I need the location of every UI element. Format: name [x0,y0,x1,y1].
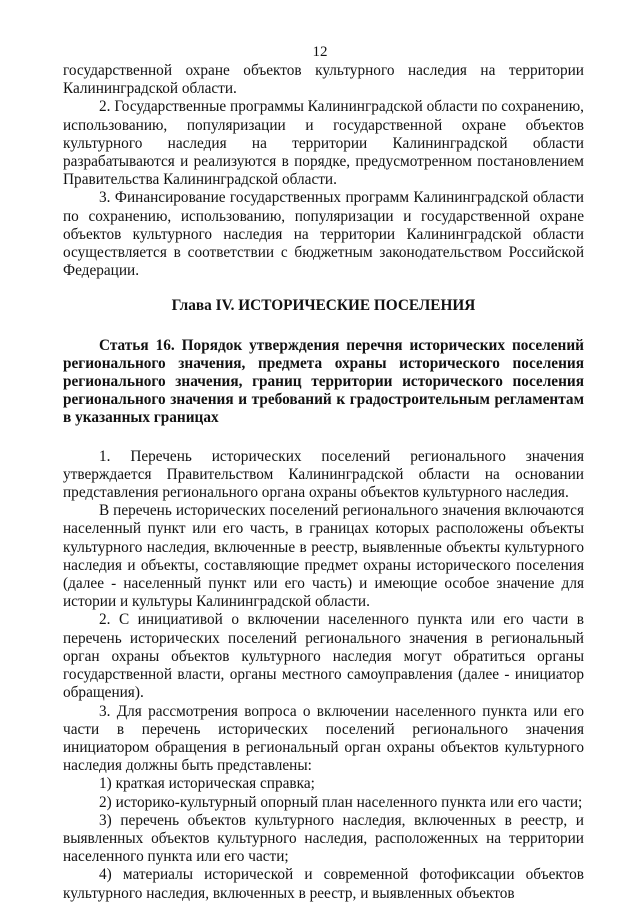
paragraph: 3. Финансирование государственных программ Калининградской области по сохранению, использованию, популяризации и государственной охране объектов культурного наследия на территории Калининградской области осуществляется в соответствии с бюджетным законодательством Российской Федерации. [63,189,584,280]
list-item: 3) перечень объектов культурного наследия, включенных в реестр, и выявленных объектов культурного наследия, расположенных на территории населенного пункта или его части; [63,811,584,866]
paragraph: 2. С инициативой о включении населенного пункта или его части в перечень исторических поселений регионального значения в региональный орган охраны объектов культурного наследия могут обратиться органы государственной власти, органы местного самоуправления (далее - инициатор обращения). [63,611,584,702]
paragraph: государственной охране объектов культурного наследия на территории Калининградской области. [63,62,584,98]
paragraph: 2. Государственные программы Калининградской области по сохранению, использованию, популяризации и государственной охране объектов культурного наследия на территории Калининградской области разрабатываются и реализуются в порядке, предусмотренном постановлением Правительства Калининградской области. [63,98,584,189]
document-body [63,62,584,903]
page-number: 12 [312,44,328,60]
list-item: 4) материалы исторической и современной фотофиксации объектов культурного наследия, включенных в реестр, и выявленных объектов [63,866,584,902]
paragraph: В перечень исторических поселений регионального значения включаются населенный пункт или его часть, в границах которых расположены объекты культурного наследия, включенные в реестр, выявленные объекты культурного наследия и объекты, составляющие предмет охраны исторического поселения (далее - населенный пункт или его часть) и имеющие особое значение для истории и культуры Калининградской области. [63,502,584,611]
chapter-title: Глава IV. ИСТОРИЧЕСКИЕ ПОСЕЛЕНИЯ [171,297,476,315]
article-title: Статья 16. Порядок утверждения перечня исторических поселений регионального значения, предмета охраны исторического поселения регионального значения, границ территории исторического поселения регионального значения и требований к градостроительным регламентам в указанных границах [63,336,584,427]
paragraph: 3. Для рассмотрения вопроса о включении населенного пункта или его части в перечень исторических поселений регионального значения инициатором обращения в региональный орган охраны объектов культурного наследия должны быть представлены: [63,702,584,775]
list-item: 2) историко-культурный опорный план населенного пункта или его части; [99,793,583,811]
list-item: 1) краткая историческая справка; [99,775,315,793]
paragraph: 1. Перечень исторических поселений регионального значения утверждается Правительством Калининградской области на основании представления регионального органа охраны объектов культурного наследия. [63,447,584,502]
